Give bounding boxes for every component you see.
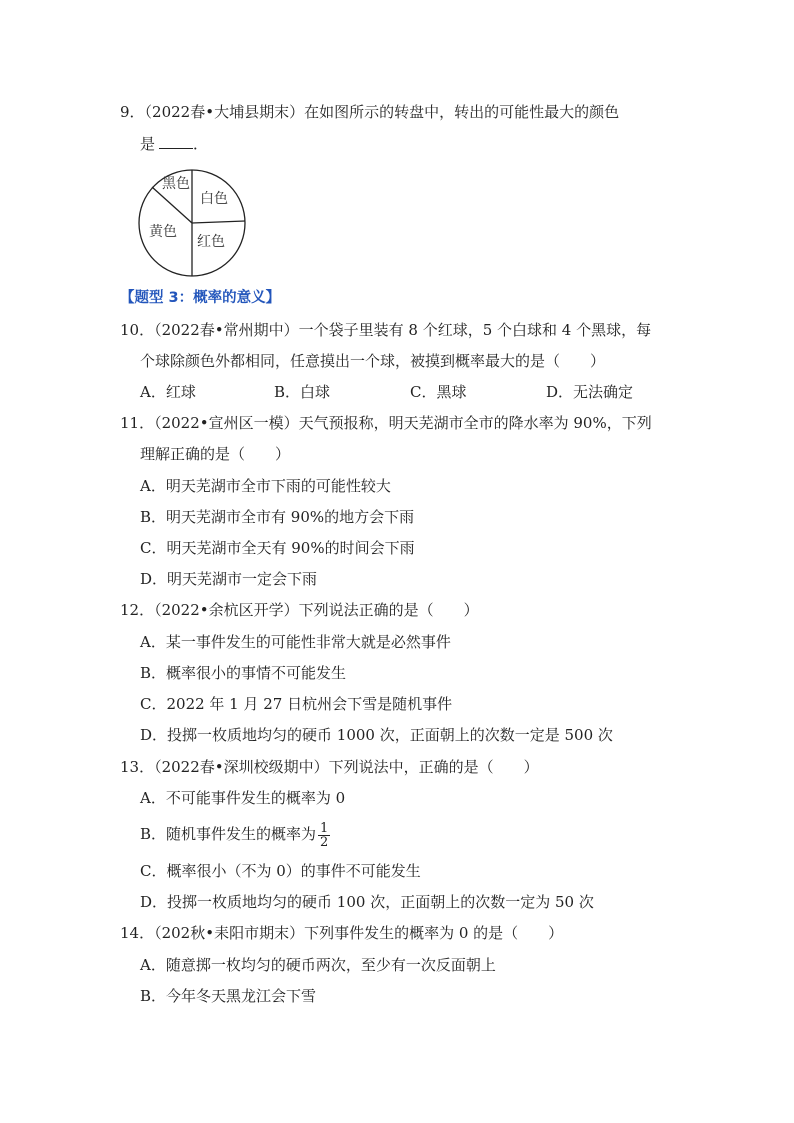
q9-line2	[140, 134, 208, 154]
q11-option-a: A．明天芜湖市全市下雨的可能性较大	[140, 477, 391, 495]
fraction-one-half	[318, 822, 330, 849]
wheel-divider	[192, 221, 245, 223]
wheel-divider	[152, 187, 192, 223]
q11-option-c: C．明天芜湖市全天有 90%的时间会下雨	[140, 539, 415, 557]
q14-option-b: B．今年冬天黑龙江会下雪	[140, 987, 317, 1005]
q12-option-b: B．概率很小的事情不可能发生	[140, 664, 347, 682]
q10-option-d: D．无法确定	[546, 383, 634, 401]
q13-option-b-text: B．随机事件发生的概率为	[140, 825, 317, 843]
q13-option-c: C．概率很小（不为 0）的事件不可能发生	[140, 862, 421, 880]
q12-option-d: D．投掷一枚质地均匀的硬币 1000 次，正面朝上的次数一定是 500 次	[140, 726, 613, 744]
wheel-label-red: 红色	[197, 234, 225, 250]
fraction-numerator: 1	[320, 820, 329, 836]
q10-option-a: A．红球	[140, 383, 196, 401]
wheel-label-yellow: 黄色	[149, 224, 177, 240]
q12-option-a: A．某一事件发生的可能性非常大就是必然事件	[140, 633, 451, 651]
q13-option-a: A．不可能事件发生的概率为 0	[140, 789, 346, 807]
section-heading: 【题型 3：概率的意义】	[120, 290, 281, 306]
q13-option-b	[140, 816, 330, 852]
q11-line2: 理解正确的是（ ）	[140, 445, 291, 463]
q9-line2-prefix: 是	[140, 135, 156, 153]
wheel-label-black: 黑色	[162, 176, 190, 192]
q9-line2-suffix: ．	[193, 135, 209, 153]
answer-blank	[159, 134, 193, 149]
q10-line1: 10．（2022春•常州期中）一个袋子里装有 8 个红球，5 个白球和 4 个黑球，每	[120, 321, 652, 339]
q11-option-d: D．明天芜湖市一定会下雨	[140, 570, 318, 588]
q10-options	[140, 382, 700, 402]
spinner-wheel	[132, 163, 252, 283]
q14-line1: 14．（202秋•耒阳市期末）下列事件发生的概率为 0 的是（ ）	[120, 924, 564, 942]
q10-option-b: B．白球	[274, 383, 331, 401]
q12-line1: 12．（2022•余杭区开学）下列说法正确的是（ ）	[120, 601, 479, 619]
fraction-denominator: 2	[320, 834, 329, 850]
q10-option-c: C．黑球	[410, 383, 467, 401]
q13-option-d: D．投掷一枚质地均匀的硬币 100 次，正面朝上的次数一定为 50 次	[140, 893, 594, 911]
q13-line1: 13．（2022春•深圳校级期中）下列说法中，正确的是（ ）	[120, 758, 539, 776]
q11-line1: 11．（2022•宣州区一模）天气预报称，明天芜湖市全市的降水率为 90%，下列	[120, 414, 652, 432]
q14-option-a: A．随意掷一枚均匀的硬币两次，至少有一次反面朝上	[140, 956, 496, 974]
q10-line2: 个球除颜色外都相同，任意摸出一个球，被摸到概率最大的是（ ）	[140, 352, 606, 370]
q11-option-b: B．明天芜湖市全市有 90%的地方会下雨	[140, 508, 415, 526]
q12-option-c: C．2022 年 1 月 27 日杭州会下雪是随机事件	[140, 695, 453, 713]
wheel-label-white: 白色	[200, 191, 228, 207]
q9-line1: 9．（2022春•大埔县期末）在如图所示的转盘中，转出的可能性最大的颜色	[120, 103, 620, 121]
